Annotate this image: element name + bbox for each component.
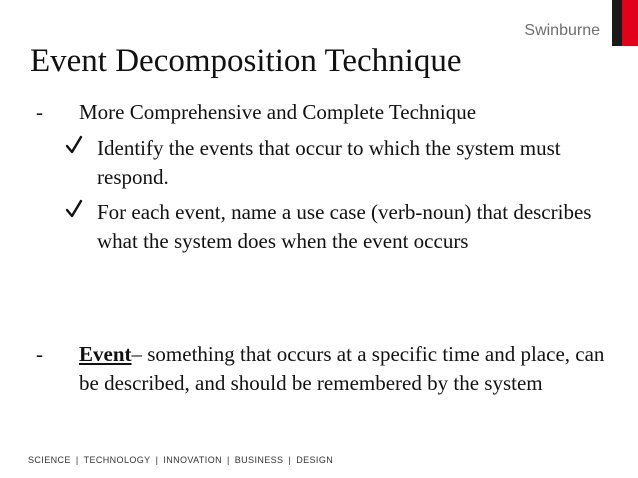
bullet-text [79, 340, 606, 398]
event-definition: – something that occurs at a specific time and place, can be described, and should be remembered by the system [79, 342, 605, 395]
brand-bar-red [622, 0, 638, 46]
sub-bullet-text: Identify the events that occur to which the system must respond. [97, 136, 561, 189]
footer-item-science: SCIENCE [28, 455, 71, 465]
slide-title: Event Decomposition Technique [30, 43, 462, 79]
sub-bullet-text: For each event, name a use case (verb-noun) that describes what the system does when the event occurs [97, 200, 592, 253]
footer-separator: | [75, 455, 79, 465]
footer-item-technology: TECHNOLOGY [83, 455, 151, 465]
footer-tagline [28, 455, 333, 465]
dash-marker: - [36, 100, 43, 124]
brand-bar-dark [612, 0, 622, 46]
check-icon [65, 199, 83, 219]
footer-item-innovation: INNOVATION [163, 455, 222, 465]
brand-name: Swinburne [524, 22, 600, 39]
dash-marker: - [36, 342, 43, 366]
footer-separator: | [227, 455, 230, 465]
footer-item-business: BUSINESS [234, 455, 284, 465]
footer-item-design: DESIGN [296, 455, 334, 465]
footer-separator: | [288, 455, 292, 465]
check-icon [65, 135, 83, 155]
bullet-text: More Comprehensive and Complete Technique [79, 100, 477, 124]
event-term: Event [79, 342, 132, 366]
footer-separator: | [155, 455, 159, 465]
